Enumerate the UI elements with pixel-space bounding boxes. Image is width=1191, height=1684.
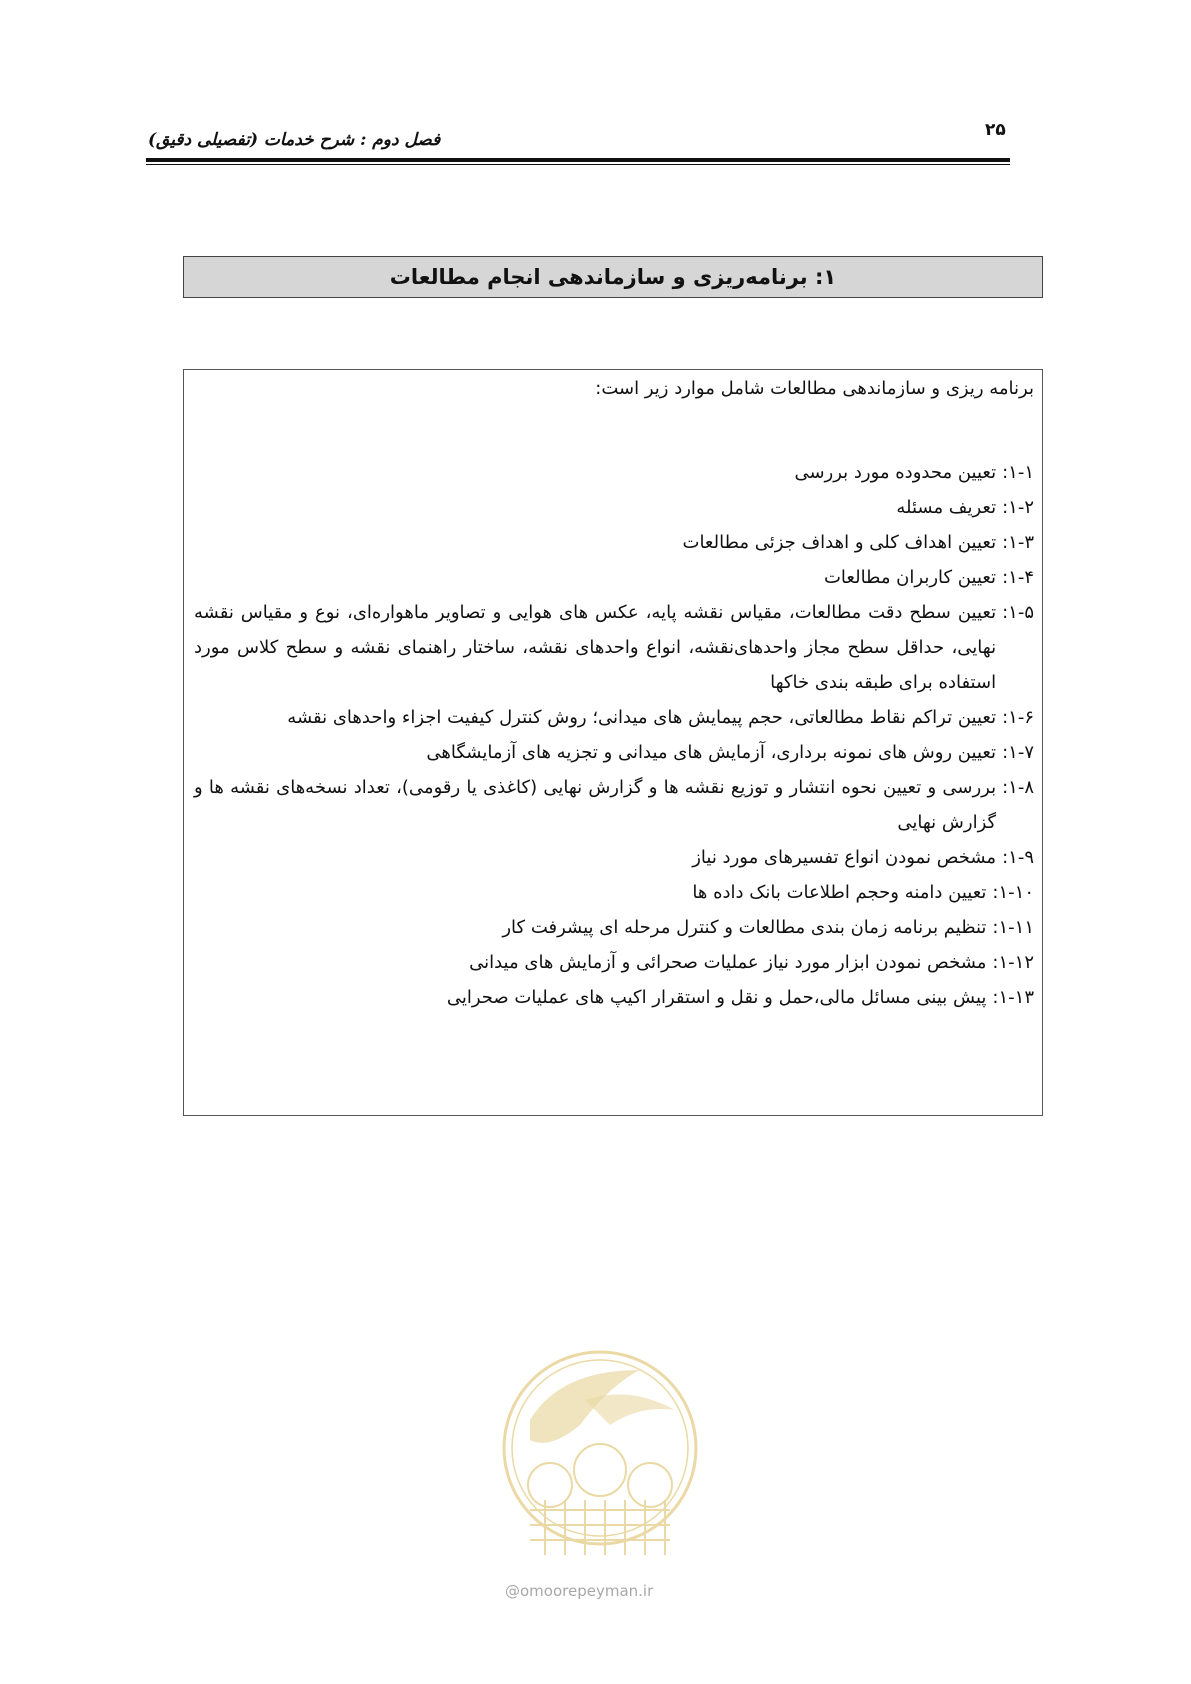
list-item bbox=[194, 910, 1034, 945]
item-text: مشخص نمودن ابزار مورد نیاز عملیات صحرائی و آزمایش های میدانی bbox=[469, 952, 987, 973]
item-number: ۱-۱: bbox=[1002, 462, 1034, 483]
list-item bbox=[194, 980, 1034, 1015]
item-number: ۱-۸: bbox=[1002, 777, 1034, 798]
list-item bbox=[194, 945, 1034, 980]
item-number: ۱-۱۳: bbox=[992, 987, 1034, 1008]
list-item bbox=[194, 455, 1034, 490]
item-number: ۱-۴: bbox=[1002, 567, 1034, 588]
item-number: ۱-۳: bbox=[1002, 532, 1034, 553]
list-item bbox=[194, 525, 1034, 560]
item-number: ۱-۶: bbox=[1002, 707, 1034, 728]
item-text: تعیین دامنه وحجم اطلاعات بانک داده ها bbox=[692, 882, 987, 903]
item-text: تعریف مسئله bbox=[896, 497, 997, 518]
list-item bbox=[194, 875, 1034, 910]
item-text: تعیین اهداف کلی و اهداف جزئی مطالعات bbox=[682, 532, 997, 553]
item-number: ۱-۵: bbox=[1002, 602, 1034, 623]
content-box bbox=[183, 369, 1043, 1116]
item-number: ۱-۷: bbox=[1002, 742, 1034, 763]
list-item bbox=[194, 595, 1034, 700]
item-text: تعیین سطح دقت مطالعات، مقیاس نقشه پایه، عکس های هوایی و تصاویر ماهواره‌ای، نوع و مقیاس نقشه نهایی، حداقل سطح مجاز واحدهای‌نقشه، انواع واحدهای نقشه، ساختار راهنمای نقشه و سطح کلاس مورد استفاده برای طبقه بندی خاکها bbox=[194, 602, 997, 693]
intro-text: برنامه ریزی و سازماندهی مطالعات شامل موارد زیر است: bbox=[595, 378, 1034, 399]
item-text: تعیین کاربران مطالعات bbox=[823, 567, 997, 588]
chapter-title: فصل دوم : شرح خدمات (تفصیلی دقیق) bbox=[148, 130, 441, 150]
item-text: مشخص نمودن انواع تفسیرهای مورد نیاز bbox=[692, 847, 997, 868]
watermark-logo bbox=[490, 1330, 710, 1580]
item-text: تعیین تراکم نقاط مطالعاتی، حجم پیمایش های میدانی؛ روش کنترل کیفیت اجزاء واحدهای نقشه bbox=[287, 707, 997, 728]
item-text: تعیین روش های نمونه برداری، آزمایش های میدانی و تجزیه های آزمایشگاهی bbox=[426, 742, 997, 763]
list-item bbox=[194, 560, 1034, 595]
item-number: ۱-۱۱: bbox=[992, 917, 1034, 938]
header-divider-thin bbox=[146, 164, 1010, 165]
list-item bbox=[194, 735, 1034, 770]
header-divider bbox=[146, 158, 1010, 162]
list-item bbox=[194, 700, 1034, 735]
item-number: ۱-۲: bbox=[1002, 497, 1034, 518]
list-item bbox=[194, 840, 1034, 875]
item-number: ۱-۹: bbox=[1002, 847, 1034, 868]
list-item bbox=[194, 490, 1034, 525]
item-text: بررسی و تعیین نحوه انتشار و توزیع نقشه ها و گزارش نهایی (کاغذی یا رقومی)، تعداد نسخه‌های نقشه ها و گزارش نهایی bbox=[194, 777, 997, 833]
item-number: ۱-۱۰: bbox=[992, 882, 1034, 903]
item-text: تعیین محدوده مورد بررسی bbox=[794, 462, 997, 483]
watermark-url: @omoorepeyman.ir bbox=[505, 1582, 654, 1600]
list-item bbox=[194, 770, 1034, 840]
items-list bbox=[194, 455, 1034, 1015]
section-heading-box bbox=[183, 256, 1043, 298]
item-text: پیش بینی مسائل مالی،حمل و نقل و استقرار اکیپ های عملیات صحرایی bbox=[446, 987, 987, 1008]
page-number: ۲۵ bbox=[985, 120, 1006, 140]
section-title: ۱: برنامه‌ریزی و سازماندهی انجام مطالعات bbox=[389, 265, 837, 289]
item-text: تنظیم برنامه زمان بندی مطالعات و کنترل مرحله ای پیشرفت کار bbox=[502, 917, 987, 938]
item-number: ۱-۱۲: bbox=[992, 952, 1034, 973]
